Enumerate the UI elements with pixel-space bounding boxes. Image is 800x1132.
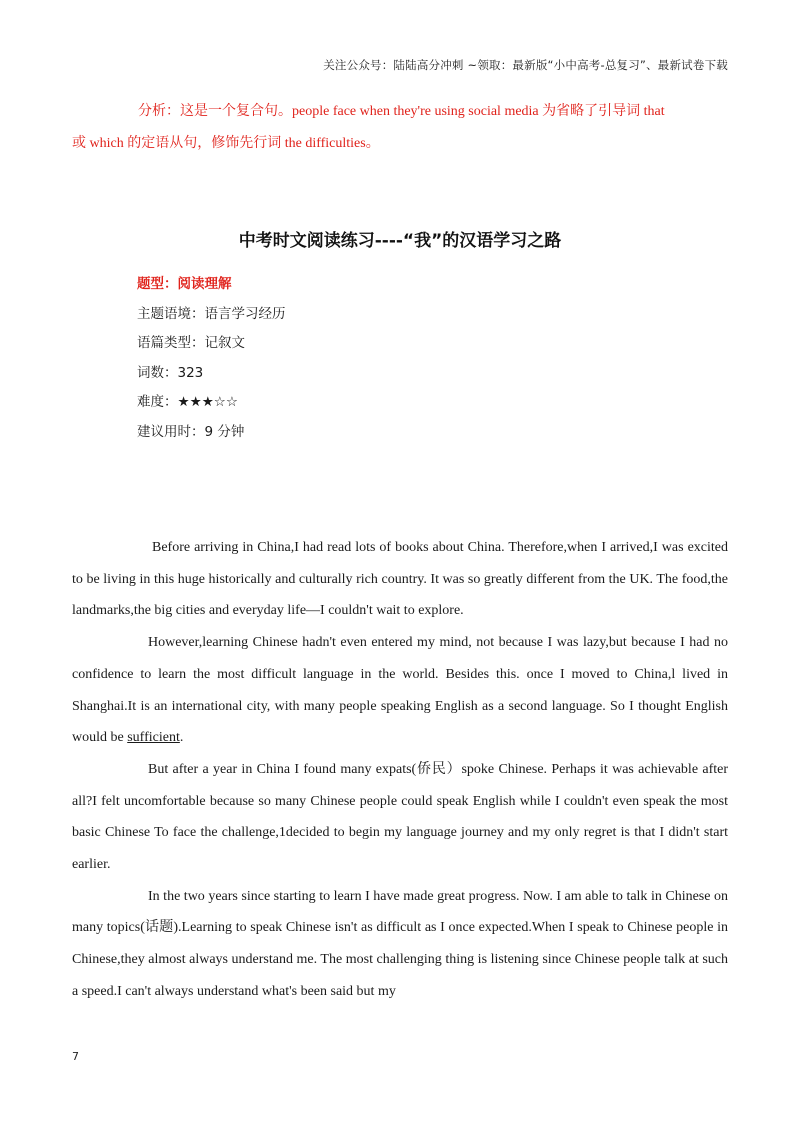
passage-paragraph-1: Before arriving in China,I had read lots of books about China. Therefore,when I arrived,I was excited to be living in this huge historically and culturally rich country. It was so greatly different from the UK. The food,the landmarks,the big cities and everyday life—I couldn't wait to explore. [72,540,728,619]
meta-theme: 主题语境：语言学习经历 [137,305,286,322]
underlined-word: sufficient [127,730,180,746]
exercise-title: 中考时文阅读练习----“我”的汉语学习之路 [238,231,562,251]
meta-difficulty: 难度：★★★☆☆ [137,394,239,410]
meta-genre: 语篇类型：记叙文 [137,335,245,351]
passage-paragraph-2 [72,627,728,754]
page-header: 关注公众号：陆陆高分冲刺 ~领取：最新版“小中高考-总复习”、最新试卷下载 [323,58,728,72]
reading-passage [72,532,728,1008]
analysis-line-2: 或 which 的定语从句，修饰先行词 the difficulties。 [72,136,380,151]
passage-paragraph-3: But after a year in China I found many expats(侨民）spoke Chinese. Perhaps it was achievable after all?I felt uncomfortable because so many Chinese people could speak English while I couldn't even speak the most basic Chinese To face the challenge,1decided to begin my language journey and my only regret is that I didn't start earlier. [72,761,728,873]
meta-question-type: 题型：阅读理解 [137,276,232,292]
analysis-line-1: 分析：这是一个复合句。people face when they're using social media 为省略了引导词 that [138,104,665,119]
paragraph-2-end: . [179,730,184,746]
meta-word-count: 词数：323 [137,364,204,381]
meta-suggested-time: 建议用时：9 分钟 [137,423,245,440]
exercise-meta [137,270,286,447]
passage-paragraph-4: In the two years since starting to learn I have made great progress. Now. I am able to talk in Chinese on many topics(话题).Learning to speak Chinese isn't as difficult as I once expected.When I speak to Chinese people in Chinese,they almost always understand me. The most challenging thing is listening since Chinese people talk at such a speed.I can't always understand what's been said but my [72,888,728,999]
analysis-note [72,96,728,160]
page-number: 7 [72,1050,79,1063]
paragraph-2-text: However,learning Chinese hadn't even entered my mind, not because I was lazy,but because I had no confidence to learn the most difficult language in the world. Besides this. once I moved to China,l lived in Shanghai.It is an international city, with many people speaking English as a second language. So I thought English would be [72,635,728,746]
